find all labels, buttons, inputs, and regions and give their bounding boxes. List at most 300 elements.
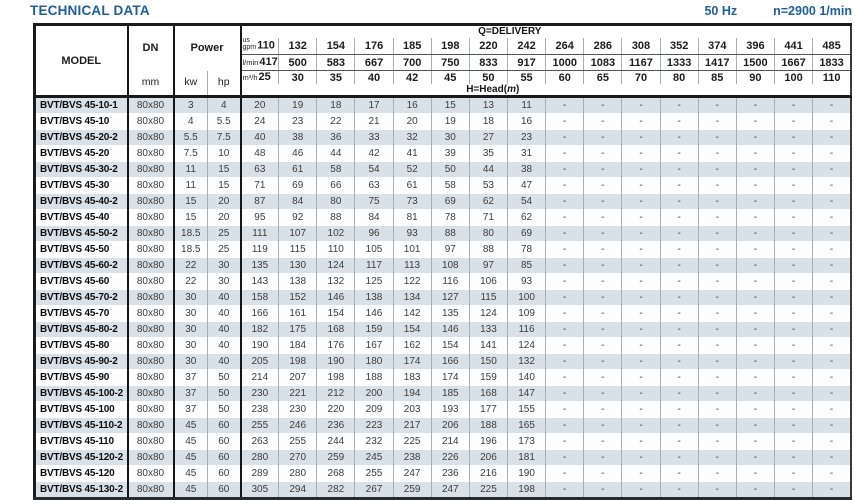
head-value: - <box>660 306 698 322</box>
head-value: - <box>736 354 774 370</box>
head-value: - <box>660 418 698 434</box>
table-row <box>35 242 852 258</box>
head-value: 100 <box>508 290 546 306</box>
head-value: - <box>660 114 698 130</box>
header-value-cell-m3h: 65 <box>584 71 622 85</box>
head-value: - <box>736 386 774 402</box>
head-value: 44 <box>317 146 355 162</box>
head-value: 255 <box>355 466 393 482</box>
head-value: - <box>622 162 660 178</box>
model-name: BVT/BVS 45-10-1 <box>35 97 128 114</box>
head-value: - <box>660 162 698 178</box>
head-value: - <box>774 242 812 258</box>
head-value: - <box>813 130 851 146</box>
head-value: 141 <box>469 338 507 354</box>
dn-value: 80x80 <box>128 114 174 130</box>
technical-data-table <box>33 23 852 500</box>
head-value: 200 <box>355 386 393 402</box>
head-value: 53 <box>469 178 507 194</box>
head-value: - <box>813 322 851 338</box>
head-value: 238 <box>393 450 431 466</box>
header-value-cell-lmin: 1500 <box>736 55 774 71</box>
head-value: 122 <box>393 274 431 290</box>
head-value: - <box>736 306 774 322</box>
head-value: - <box>622 418 660 434</box>
model-name: BVT/BVS 45-50 <box>35 242 128 258</box>
head-value: 47 <box>508 178 546 194</box>
head-value: - <box>660 130 698 146</box>
head-value: 205 <box>241 354 279 370</box>
head-value: - <box>622 242 660 258</box>
head-value: - <box>584 97 622 114</box>
head-value: 206 <box>469 450 507 466</box>
header-value-cell-usgpm: 441 <box>774 38 812 55</box>
head-value: - <box>546 338 584 354</box>
dn-value: 80x80 <box>128 210 174 226</box>
kw-value: 30 <box>174 306 208 322</box>
head-value: - <box>660 338 698 354</box>
head-value: 81 <box>393 210 431 226</box>
head-value: - <box>622 258 660 274</box>
head-value: - <box>698 338 736 354</box>
header-value-cell-lmin: 1000 <box>546 55 584 71</box>
header-value-cell-m3h: 85 <box>698 71 736 85</box>
kw-value: 30 <box>174 322 208 338</box>
dn-value: 80x80 <box>128 130 174 146</box>
head-value: 183 <box>393 370 431 386</box>
head-value: - <box>546 130 584 146</box>
dn-value: 80x80 <box>128 97 174 114</box>
head-value: - <box>736 97 774 114</box>
head-value: 24 <box>241 114 279 130</box>
head-value: - <box>813 146 851 162</box>
head-value: 80 <box>317 194 355 210</box>
head-value: 97 <box>431 242 469 258</box>
head-value: 188 <box>469 418 507 434</box>
head-value: - <box>584 354 622 370</box>
kw-value: 22 <box>174 258 208 274</box>
head-value: 146 <box>317 290 355 306</box>
head-value: - <box>622 306 660 322</box>
head-value: 267 <box>355 482 393 499</box>
head-value: - <box>584 482 622 499</box>
head-value: 23 <box>508 130 546 146</box>
kw-value: 45 <box>174 450 208 466</box>
head-value: 62 <box>469 194 507 210</box>
head-value: 193 <box>431 402 469 418</box>
dn-value: 80x80 <box>128 466 174 482</box>
head-value: 105 <box>355 242 393 258</box>
head-value: - <box>546 354 584 370</box>
head-value: - <box>813 114 851 130</box>
head-value: - <box>774 97 812 114</box>
hp-value: 15 <box>208 162 241 178</box>
dn-value: 80x80 <box>128 226 174 242</box>
head-value: - <box>813 258 851 274</box>
head-value: 61 <box>279 162 317 178</box>
head-value: 66 <box>317 178 355 194</box>
kw-value: 18.5 <box>174 226 208 242</box>
head-value: - <box>813 162 851 178</box>
head-value: 236 <box>317 418 355 434</box>
head-value: 46 <box>279 146 317 162</box>
head-value: - <box>584 466 622 482</box>
head-value: 115 <box>469 290 507 306</box>
page-title: TECHNICAL DATA <box>30 3 150 18</box>
header-value-cell-usgpm: 242 <box>508 38 546 55</box>
head-value: 268 <box>317 466 355 482</box>
head-value: - <box>622 386 660 402</box>
kw-value: 45 <box>174 466 208 482</box>
header-value-cell-m3h: 42 <box>393 71 431 85</box>
usgpm-unit-label <box>243 38 257 51</box>
head-value: 85 <box>508 258 546 274</box>
hp-value: 50 <box>208 386 241 402</box>
head-value: - <box>698 97 736 114</box>
hp-value: 25 <box>208 242 241 258</box>
table-row <box>35 434 852 450</box>
head-value: - <box>622 274 660 290</box>
head-value: 96 <box>355 226 393 242</box>
header-value-cell-m3h: 35 <box>317 71 355 85</box>
model-name: BVT/BVS 45-50-2 <box>35 226 128 242</box>
model-name: BVT/BVS 45-90 <box>35 370 128 386</box>
head-value: 238 <box>241 402 279 418</box>
head-value: - <box>813 226 851 242</box>
head-value: - <box>584 258 622 274</box>
head-value: - <box>736 466 774 482</box>
head-value: - <box>813 338 851 354</box>
kw-value: 30 <box>174 338 208 354</box>
dn-value: 80x80 <box>128 274 174 290</box>
dn-value: 80x80 <box>128 146 174 162</box>
dn-value: 80x80 <box>128 434 174 450</box>
head-value: 138 <box>355 290 393 306</box>
model-name: BVT/BVS 45-20-2 <box>35 130 128 146</box>
head-value: 132 <box>317 274 355 290</box>
head-value: 84 <box>355 210 393 226</box>
head-value: 185 <box>431 386 469 402</box>
hp-value: 25 <box>208 226 241 242</box>
model-name: BVT/BVS 45-130-2 <box>35 482 128 499</box>
table-row <box>35 274 852 290</box>
head-value: 52 <box>393 162 431 178</box>
head-value: - <box>660 354 698 370</box>
head-value: - <box>584 418 622 434</box>
head-value: 40 <box>241 130 279 146</box>
header-value-cell-lmin <box>241 55 279 71</box>
head-value: - <box>546 258 584 274</box>
hp-value: 60 <box>208 434 241 450</box>
head-value: - <box>774 162 812 178</box>
head-value: - <box>736 322 774 338</box>
head-value: 80 <box>469 226 507 242</box>
header-value-cell-m3h: 60 <box>546 71 584 85</box>
head-value: - <box>813 210 851 226</box>
model-name: BVT/BVS 45-80 <box>35 338 128 354</box>
dn-value: 80x80 <box>128 306 174 322</box>
head-value: 50 <box>431 162 469 178</box>
model-name: BVT/BVS 45-30-2 <box>35 162 128 178</box>
head-value: 216 <box>469 466 507 482</box>
head-value: - <box>660 178 698 194</box>
head-value: 88 <box>317 210 355 226</box>
head-value: - <box>660 450 698 466</box>
model-name: BVT/BVS 45-90-2 <box>35 354 128 370</box>
header-value-cell-m3h: 40 <box>355 71 393 85</box>
hp-value: 5.5 <box>208 114 241 130</box>
head-value: 107 <box>279 226 317 242</box>
head-value: - <box>698 386 736 402</box>
head-value: 165 <box>508 418 546 434</box>
hp-value: 40 <box>208 322 241 338</box>
head-value: 305 <box>241 482 279 499</box>
head-value: - <box>660 434 698 450</box>
head-value: - <box>774 178 812 194</box>
model-name: BVT/BVS 45-100-2 <box>35 386 128 402</box>
model-name: BVT/BVS 45-70-2 <box>35 290 128 306</box>
hp-value: 60 <box>208 450 241 466</box>
head-value: 38 <box>508 162 546 178</box>
usgpm-unit-line2: gpm <box>242 43 257 51</box>
head-value: 143 <box>241 274 279 290</box>
table-row <box>35 258 852 274</box>
head-value: 110 <box>317 242 355 258</box>
table-row <box>35 306 852 322</box>
head-value: - <box>813 450 851 466</box>
header-value-cell-lmin: 500 <box>279 55 317 71</box>
table-row <box>35 226 852 242</box>
table-row <box>35 97 852 114</box>
head-value: - <box>622 354 660 370</box>
head-value: - <box>584 210 622 226</box>
head-value: - <box>546 370 584 386</box>
head-value: - <box>698 210 736 226</box>
q-delivery-header: Q=DELIVERY <box>478 26 542 38</box>
head-value: - <box>774 322 812 338</box>
table-row <box>35 466 852 482</box>
hp-value: 4 <box>208 97 241 114</box>
kw-value: 11 <box>174 162 208 178</box>
head-value: - <box>584 290 622 306</box>
head-value: 166 <box>241 306 279 322</box>
head-value: 27 <box>469 130 507 146</box>
head-value: 135 <box>241 258 279 274</box>
head-value: - <box>813 482 851 499</box>
h-head-header: H=Head(m) <box>466 84 520 95</box>
head-value: 73 <box>393 194 431 210</box>
header-value: 417 <box>259 56 278 68</box>
table-row <box>35 354 852 370</box>
head-value: 134 <box>393 290 431 306</box>
head-value: 173 <box>508 434 546 450</box>
header-value-cell-lmin: 750 <box>431 55 469 71</box>
dn-value: 80x80 <box>128 402 174 418</box>
head-value: 247 <box>431 482 469 499</box>
head-value: 58 <box>317 162 355 178</box>
head-value: - <box>736 402 774 418</box>
head-value: 20 <box>241 97 279 114</box>
kw-column-header: kw <box>184 76 198 89</box>
head-value: 174 <box>393 354 431 370</box>
head-value: 13 <box>469 97 507 114</box>
head-value: 106 <box>469 274 507 290</box>
header-value-cell-usgpm: 485 <box>813 38 851 55</box>
head-value: 44 <box>469 162 507 178</box>
table-row <box>35 338 852 354</box>
model-name: BVT/BVS 45-80-2 <box>35 322 128 338</box>
head-value: - <box>774 434 812 450</box>
head-value: 190 <box>241 338 279 354</box>
head-value: - <box>774 226 812 242</box>
head-value: - <box>622 290 660 306</box>
head-value: 294 <box>279 482 317 499</box>
head-value: 198 <box>279 354 317 370</box>
hp-value: 40 <box>208 306 241 322</box>
head-value: 220 <box>317 402 355 418</box>
head-value: 259 <box>393 482 431 499</box>
dn-column-header: DN <box>128 25 174 71</box>
head-value: 133 <box>469 322 507 338</box>
head-value: - <box>584 130 622 146</box>
head-value: - <box>698 146 736 162</box>
head-value: - <box>736 274 774 290</box>
model-name: BVT/BVS 45-20 <box>35 146 128 162</box>
head-value: 78 <box>508 242 546 258</box>
head-value: - <box>774 450 812 466</box>
head-value: 102 <box>317 226 355 242</box>
head-value: 127 <box>431 290 469 306</box>
head-value: 88 <box>469 242 507 258</box>
head-value: 36 <box>317 130 355 146</box>
hp-value: 10 <box>208 146 241 162</box>
head-value: 124 <box>317 258 355 274</box>
kw-value: 22 <box>174 274 208 290</box>
dn-value: 80x80 <box>128 178 174 194</box>
dn-value: 80x80 <box>128 322 174 338</box>
head-value: - <box>622 402 660 418</box>
table-row <box>35 322 852 338</box>
head-value: - <box>774 466 812 482</box>
head-value: - <box>774 386 812 402</box>
head-value: - <box>813 418 851 434</box>
head-value: - <box>813 354 851 370</box>
head-value: - <box>546 418 584 434</box>
head-value: 155 <box>508 402 546 418</box>
head-value: 116 <box>431 274 469 290</box>
head-value: 62 <box>508 210 546 226</box>
head-value: - <box>813 242 851 258</box>
head-value: 209 <box>355 402 393 418</box>
head-value: - <box>698 482 736 499</box>
head-value: - <box>622 434 660 450</box>
head-value: 109 <box>508 306 546 322</box>
head-value: 217 <box>393 418 431 434</box>
header-value-cell-usgpm: 352 <box>660 38 698 55</box>
head-value: - <box>584 386 622 402</box>
head-value: - <box>660 386 698 402</box>
head-value: - <box>546 226 584 242</box>
head-value: - <box>736 210 774 226</box>
head-value: 63 <box>241 162 279 178</box>
model-name: BVT/BVS 45-120 <box>35 466 128 482</box>
head-value: - <box>584 226 622 242</box>
kw-value: 37 <box>174 386 208 402</box>
head-value: 41 <box>393 146 431 162</box>
head-value: - <box>622 322 660 338</box>
dn-value: 80x80 <box>128 258 174 274</box>
table-row <box>35 386 852 402</box>
model-name: BVT/BVS 45-70 <box>35 306 128 322</box>
head-value: - <box>698 466 736 482</box>
hp-value: 15 <box>208 178 241 194</box>
head-value: 180 <box>355 354 393 370</box>
kw-value: 45 <box>174 434 208 450</box>
head-value: - <box>736 450 774 466</box>
table-row <box>35 370 852 386</box>
hp-column-header: hp <box>208 71 241 97</box>
head-value: - <box>660 290 698 306</box>
head-value: - <box>660 482 698 499</box>
header-value-cell-usgpm: 154 <box>317 38 355 55</box>
head-value: 166 <box>431 354 469 370</box>
head-value: 38 <box>279 130 317 146</box>
head-value: - <box>584 178 622 194</box>
head-value: - <box>622 194 660 210</box>
usgpm-unit-line1: us <box>242 37 250 45</box>
head-value: 174 <box>431 370 469 386</box>
kw-value: 15 <box>174 194 208 210</box>
head-value: - <box>660 370 698 386</box>
head-value: - <box>622 466 660 482</box>
head-value: 289 <box>241 466 279 482</box>
head-value: - <box>698 114 736 130</box>
head-value: - <box>698 434 736 450</box>
head-value: 35 <box>469 146 507 162</box>
head-value: - <box>660 226 698 242</box>
head-value: 207 <box>279 370 317 386</box>
model-name: BVT/BVS 45-110 <box>35 434 128 450</box>
head-value: - <box>546 466 584 482</box>
table-row <box>35 210 852 226</box>
head-value: 190 <box>317 354 355 370</box>
head-value: - <box>698 370 736 386</box>
head-value: - <box>813 434 851 450</box>
head-value: 93 <box>393 226 431 242</box>
head-value: 196 <box>469 434 507 450</box>
header-value-cell-lmin: 667 <box>355 55 393 71</box>
table-row <box>35 402 852 418</box>
head-value: 147 <box>508 386 546 402</box>
head-value: 280 <box>241 450 279 466</box>
head-value: 69 <box>508 226 546 242</box>
head-value: 175 <box>279 322 317 338</box>
head-value: 63 <box>355 178 393 194</box>
lmin-unit-label: l/min <box>242 58 259 67</box>
table-row <box>35 194 852 210</box>
head-value: - <box>660 210 698 226</box>
head-value: - <box>622 97 660 114</box>
head-value: 135 <box>431 306 469 322</box>
head-value: 39 <box>431 146 469 162</box>
header-row-m3h <box>35 71 852 85</box>
head-value: 111 <box>241 226 279 242</box>
head-value: 124 <box>469 306 507 322</box>
head-value: - <box>660 274 698 290</box>
head-value: 245 <box>355 450 393 466</box>
head-value: 18 <box>469 114 507 130</box>
dn-value: 80x80 <box>128 242 174 258</box>
